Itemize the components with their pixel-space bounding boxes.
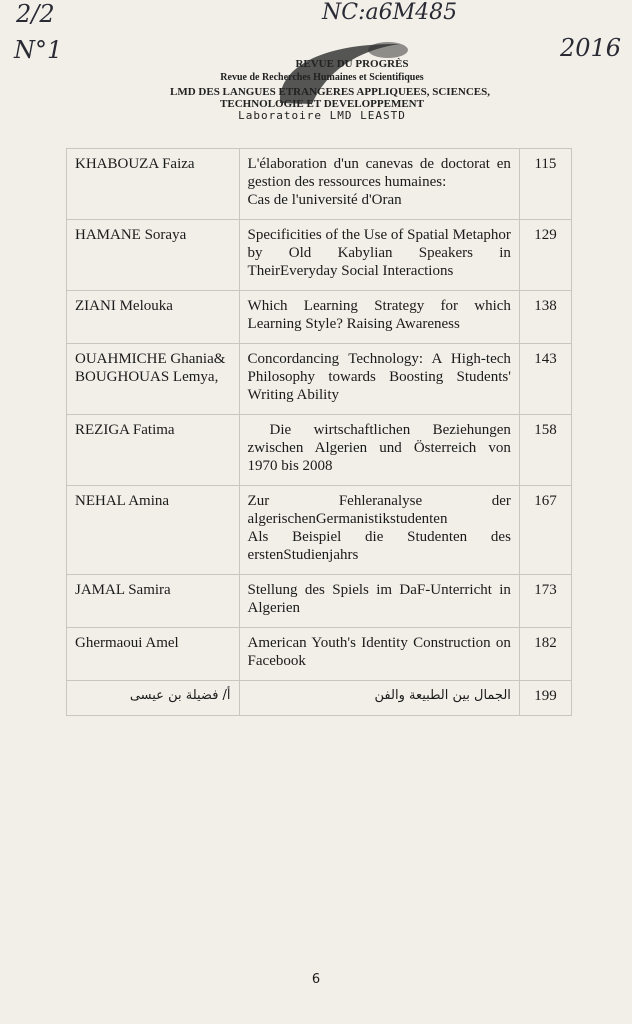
toc-title: الجمال بين الطبيعة والفن xyxy=(239,681,519,716)
toc-author: NEHAL Amina xyxy=(67,486,240,575)
toc-author: Ghermaoui Amel xyxy=(67,628,240,681)
toc-author: أ/ فضيلة بن عيسى xyxy=(67,681,240,716)
toc-page: 182 xyxy=(519,628,571,681)
toc-title: American Youth's Identity Construction on Facebook xyxy=(239,628,519,681)
toc-page: 129 xyxy=(519,220,571,291)
toc-title: Specificities of the Use of Spatial Metaphor by Old Kabylian Speakers in TheirEveryday Social Interactions xyxy=(239,220,519,291)
page-number: 6 xyxy=(311,972,321,987)
journal-title: REVUE DU PROGRÈS xyxy=(295,58,409,70)
table-row xyxy=(67,415,572,486)
toc-author: HAMANE Soraya xyxy=(67,220,240,291)
journal-lab-line2: TECHNOLOGIE ET DEVELOPPEMENT xyxy=(220,98,424,110)
journal-subtitle: Revue de Recherches Humaines et Scientifiques xyxy=(220,72,424,83)
toc-title xyxy=(239,149,519,220)
handwritten-call-number: NC:a6M485 xyxy=(322,0,458,25)
toc-title: Concordancing Technology: A High-tech Philosophy towards Boosting Students' Writing Ability xyxy=(239,344,519,415)
toc-title: Which Learning Strategy for which Learning Style? Raising Awareness xyxy=(239,291,519,344)
toc-author: KHABOUZA Faiza xyxy=(67,149,240,220)
journal-lab-name: Laboratoire LMD LEASTD xyxy=(238,109,406,122)
table-row xyxy=(67,291,572,344)
table-row xyxy=(67,681,572,716)
toc-page: 173 xyxy=(519,575,571,628)
toc-title: Die wirtschaftlichen Beziehungen zwischen Algerien und Österreich von 1970 bis 2008 xyxy=(239,415,519,486)
table-row xyxy=(67,486,572,575)
toc-title-text: L'élaboration d'un canevas de doctorat en gestion des ressources humaines: xyxy=(247,156,511,190)
toc-author: REZIGA Fatima xyxy=(67,415,240,486)
toc-title xyxy=(239,486,519,575)
toc-subtitle-text: Cas de l'université d'Oran xyxy=(247,192,402,208)
toc-page: 115 xyxy=(519,149,571,220)
toc-title: Stellung des Spiels im DaF-Unterricht in Algerien xyxy=(239,575,519,628)
table-row xyxy=(67,628,572,681)
toc-page: 199 xyxy=(519,681,571,716)
toc-subtitle-text: Als Beispiel die Studenten des erstenStudienjahrs xyxy=(247,529,511,563)
table-row xyxy=(67,220,572,291)
handwritten-year: 2016 xyxy=(560,34,622,62)
toc-page: 158 xyxy=(519,415,571,486)
toc-author: ZIANI Melouka xyxy=(67,291,240,344)
handwritten-note-number: N°1 xyxy=(14,36,63,64)
handwritten-note-fraction: 2/2 xyxy=(16,0,55,28)
journal-lab-line1: LMD DES LANGUES ETRANGERES APPLIQUEES, SCIENCES, xyxy=(170,86,490,98)
toc-title-text: Zur Fehleranalyse der algerischenGermanistikstudenten xyxy=(247,493,511,527)
toc-author: OUAHMICHE Ghania& BOUGHOUAS Lemya, xyxy=(67,344,240,415)
table-row xyxy=(67,575,572,628)
toc-author: JAMAL Samira xyxy=(67,575,240,628)
table-row xyxy=(67,344,572,415)
toc-page: 167 xyxy=(519,486,571,575)
table-of-contents xyxy=(66,148,572,716)
table-row xyxy=(67,149,572,220)
toc-page: 143 xyxy=(519,344,571,415)
toc-page: 138 xyxy=(519,291,571,344)
